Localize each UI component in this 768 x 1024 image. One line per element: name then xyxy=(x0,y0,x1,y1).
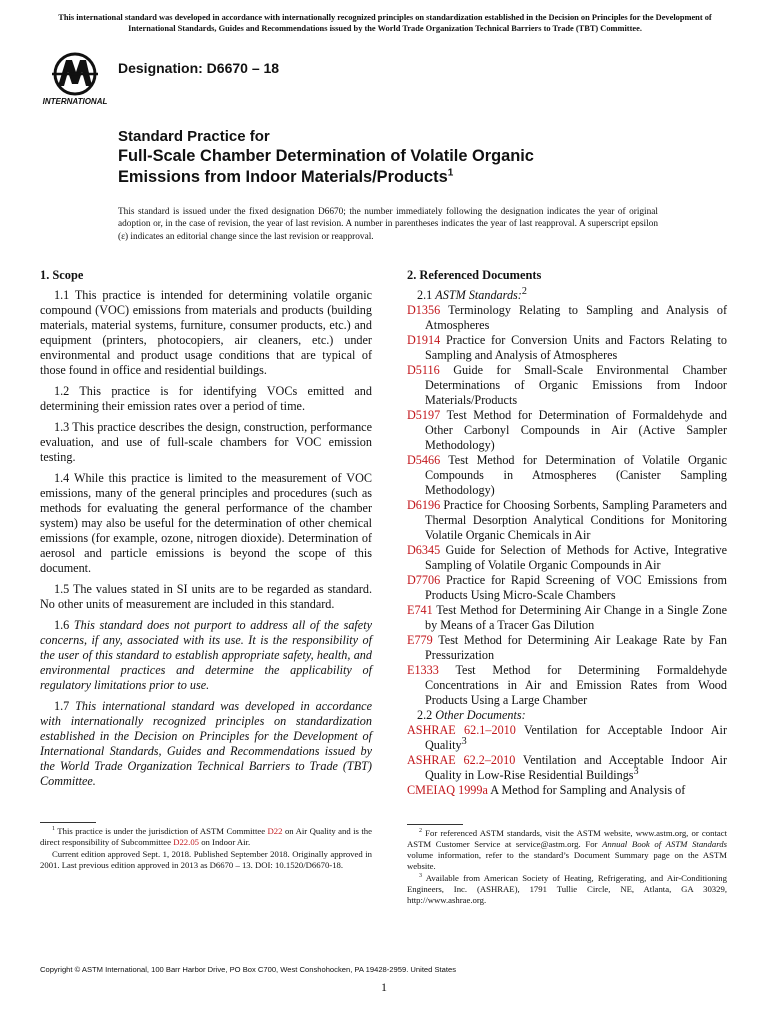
astm-ref-title: Guide for Small-Scale Environmental Chamber Determinations of Organic Emissions from Indoor Materials/Products xyxy=(425,363,727,407)
footnote-2-mark: 2 xyxy=(419,828,422,835)
title-line-2-text: Emissions from Indoor Materials/Products xyxy=(118,168,448,186)
footnote-1 xyxy=(40,826,372,848)
subcommittee-link[interactable]: D22.05 xyxy=(173,837,200,847)
footnote-2-a: For referenced ASTM standards, visit the ASTM website, www.astm.org, or contact ASTM Customer Service at service@astm.org. For xyxy=(407,828,727,849)
footnote-1-a: This practice is under the jurisdiction of ASTM Committee xyxy=(57,826,266,836)
astm-ref-code-link[interactable]: D1914 xyxy=(407,333,441,347)
other-ref-code-link[interactable]: ASHRAE 62.1–2010 xyxy=(407,723,516,737)
other-documents-text: Other Documents: xyxy=(435,708,526,722)
astm-ref-title: Terminology Relating to Sampling and Analysis of Atmospheres xyxy=(425,303,728,332)
abstract: This standard is issued under the fixed designation D6670; the number immediately following the designation indicates the year of original adoption or, in the case of revision, the year of last revision. A number in parentheses indicates the year of last reapproval. A superscript epsilon (ε) indicates an editorial change since the last revision or reapproval. xyxy=(118,207,658,242)
astm-standards-num: 2.1 xyxy=(417,288,433,302)
astm-ref-title: Test Method for Determining Air Leakage Rate by Fan Pressurization xyxy=(425,633,728,662)
astm-ref-code-link[interactable]: D5116 xyxy=(407,363,440,377)
scope-heading: 1. Scope xyxy=(40,268,84,282)
other-ref-code-link[interactable]: CMEIAQ 1999a xyxy=(407,783,488,797)
astm-ref-title: Test Method for Determining Air Change in a Single Zone by Means of a Tracer Gas Dilution xyxy=(425,603,728,632)
scope-para-2: 1.2 This practice is for identifying VOCs emitted and determining their emission rates over a period of time. xyxy=(40,384,372,413)
footnote-1-mark: 1 xyxy=(52,826,55,833)
title-footnote-mark[interactable]: 1 xyxy=(447,167,454,179)
other-ref-footnote-mark[interactable]: 3 xyxy=(633,765,639,777)
footnotes-right xyxy=(407,828,727,907)
astm-ref-title: Practice for Rapid Screening of VOC Emissions from Products Using Micro-Scale Chambers xyxy=(425,573,727,602)
astm-ref-title: Test Method for Determination of Formaldehyde and Other Carbonyl Compounds in Air (Active Sampler Methodology) xyxy=(425,408,727,452)
astm-standards-text: ASTM Standards: xyxy=(435,288,522,302)
scope-para-3: 1.3 This practice describes the design, construction, performance evaluation, and use of full-scale chambers for VOC emission testing. xyxy=(40,420,372,464)
scope-para-4: 1.4 While this practice is limited to the measurement of VOC emissions, many of the general principles and procedures (such as methods for evaluating the general performance of the chamber system) may also be useful for the determination of other chemical emissions (for example, ozone, nitrogen dioxide). Determination of aerosol and particle emissions is beyond the scope of this document. xyxy=(40,471,372,575)
footnote-rule-left xyxy=(40,822,96,823)
astm-ref-item xyxy=(407,453,727,498)
footnote-rule-right xyxy=(407,824,463,825)
other-documents-num: 2.2 xyxy=(417,708,433,722)
title-line-1: Full-Scale Chamber Determination of Volatile Organic xyxy=(118,147,534,165)
other-documents-list xyxy=(407,723,727,798)
copyright: Copyright © ASTM International, 100 Barr Harbor Drive, PO Box C700, West Conshohocken, PA 19428-2959. United States xyxy=(40,965,457,974)
other-ref-item xyxy=(407,723,727,753)
astm-ref-item xyxy=(407,633,727,663)
scope-para-7-text: This international standard was developed in accordance with internationally recognized principles on standardization established in the Decision on Principles for the Development of International Standards, Guides and Recommendations issued by the World Trade Organization Technical Barriers to Trade (TBT) Committee. xyxy=(40,699,372,788)
other-ref-item xyxy=(407,783,727,798)
header-notice: This international standard was developed in accordance with internationally recognized principles on standardization established in the Decision on Principles for the Development of International Standards, Guides and Recommendations issued by the World Trade Organization Technical Barriers to Trade (TBT) Committee. xyxy=(58,13,712,33)
astm-ref-title: Test Method for Determination of Volatile Organic Compounds in Atmospheres (Canister Sampling Methodology) xyxy=(425,453,727,497)
astm-ref-code-link[interactable]: E1333 xyxy=(407,663,439,677)
designation: Designation: D6670 – 18 xyxy=(118,60,280,76)
other-ref-title: Ventilation and Acceptable Indoor Air Quality in Low-Rise Residential Buildings xyxy=(425,753,728,782)
astm-standards-list xyxy=(407,303,727,708)
astm-ref-code-link[interactable]: D7706 xyxy=(407,573,441,587)
astm-ref-code-link[interactable]: D6196 xyxy=(407,498,441,512)
footnotes-left xyxy=(40,826,372,872)
astm-logo xyxy=(42,52,108,108)
footnote-1-edition: Current edition approved Sept. 1, 2018. Published September 2018. Originally approved in 2001. Last previous edition approved in 2013 as D6670 – 13. DOI: 10.1520/D6670-18. xyxy=(40,849,372,870)
astm-ref-title: Test Method for Determining Formaldehyde Concentrations in Air and Emission Rates from Wood Products Using a Large Chamber xyxy=(425,663,727,707)
astm-ref-code-link[interactable]: E741 xyxy=(407,603,433,617)
logo-text: INTERNATIONAL xyxy=(42,97,108,106)
footnote-2-b: volume information, refer to the standard’s Document Summary page on the ASTM website. xyxy=(407,850,727,871)
other-ref-item xyxy=(407,753,727,783)
astm-ref-item xyxy=(407,363,727,408)
astm-ref-code-link[interactable]: D5197 xyxy=(407,408,441,422)
scope-para-7 xyxy=(40,699,372,789)
title-pre: Standard Practice for xyxy=(118,128,270,145)
astm-ref-title: Practice for Conversion Units and Factors Relating to Sampling and Analysis of Atmospheres xyxy=(425,333,727,362)
astm-ref-item xyxy=(407,333,727,363)
astm-ref-item xyxy=(407,408,727,453)
astm-ref-code-link[interactable]: D1356 xyxy=(407,303,441,317)
other-ref-footnote-mark[interactable]: 3 xyxy=(461,735,467,747)
astm-ref-item xyxy=(407,573,727,603)
scope-para-5: 1.5 The values stated in SI units are to be regarded as standard. No other units of measurement are included in this standard. xyxy=(40,582,372,611)
astm-ref-title: Practice for Choosing Sorbents, Sampling Parameters and Thermal Desorption Analytical Conditions for Monitoring Volatile Organic Chemicals in Air xyxy=(425,498,727,542)
scope-para-6-num: 1.6 xyxy=(54,618,70,632)
title-line-2 xyxy=(118,167,718,188)
footnote-1-b: on Air Quality and is the direct responsibility of Subcommittee xyxy=(40,826,372,847)
other-documents-label xyxy=(407,708,727,723)
title-block xyxy=(118,127,718,188)
footnote-1-c: on Indoor Air. xyxy=(201,837,251,847)
astm-ref-code-link[interactable]: E779 xyxy=(407,633,433,647)
astm-ref-title: Guide for Selection of Methods for Active, Integrative Sampling of Volatile Organic Compounds in Air xyxy=(425,543,728,572)
astm-ref-item xyxy=(407,498,727,543)
astm-ref-item xyxy=(407,303,727,333)
footnote-2 xyxy=(407,828,727,872)
other-ref-code-link[interactable]: ASHRAE 62.2–2010 xyxy=(407,753,516,767)
astm-ref-item xyxy=(407,663,727,708)
scope-para-6-text: This standard does not purport to address all of the safety concerns, if any, associated with its use. It is the responsibility of the user of this standard to establish appropriate safety, health, and environmental practices and determine the applicability of regulatory limitations prior to use. xyxy=(40,618,372,692)
astm-ref-code-link[interactable]: D5466 xyxy=(407,453,441,467)
references-heading: 2. Referenced Documents xyxy=(407,268,542,282)
scope-para-7-num: 1.7 xyxy=(54,699,70,713)
page-number: 1 xyxy=(381,980,387,994)
other-ref-title: A Method for Sampling and Analysis of xyxy=(490,783,686,797)
astm-standards-mark[interactable]: 2 xyxy=(521,285,527,297)
other-ref-title: Ventilation for Acceptable Indoor Air Quality xyxy=(425,723,728,752)
astm-ref-item xyxy=(407,603,727,633)
astm-standards-label xyxy=(407,285,727,303)
references-column xyxy=(407,268,727,798)
footnote-3 xyxy=(407,873,727,906)
footnote-2-italic: Annual Book of ASTM Standards xyxy=(602,839,727,849)
scope-para-1: 1.1 This practice is intended for determining volatile organic compound (VOC) emissions from materials and products (building materials, material systems, furniture, consumer products, etc.) and equipment (printers, photocopiers, air cleaners, etc.) under environmental and product usage conditions that are typical of those found in office and residential buildings. xyxy=(40,288,372,377)
committee-link[interactable]: D22 xyxy=(267,826,283,836)
astm-ref-item xyxy=(407,543,727,573)
footnote-3-mark: 3 xyxy=(419,873,422,880)
astm-ref-code-link[interactable]: D6345 xyxy=(407,543,441,557)
astm-logo-icon xyxy=(42,52,108,108)
footnote-3-text: Available from American Society of Heating, Refrigerating, and Air-Conditioning Engineers, Inc. (ASHRAE), 1791 Tullie Circle, NE, Atlanta, GA 30329, http://www.ashrae.org. xyxy=(407,873,727,905)
scope-para-6 xyxy=(40,618,372,693)
scope-column xyxy=(40,268,372,795)
